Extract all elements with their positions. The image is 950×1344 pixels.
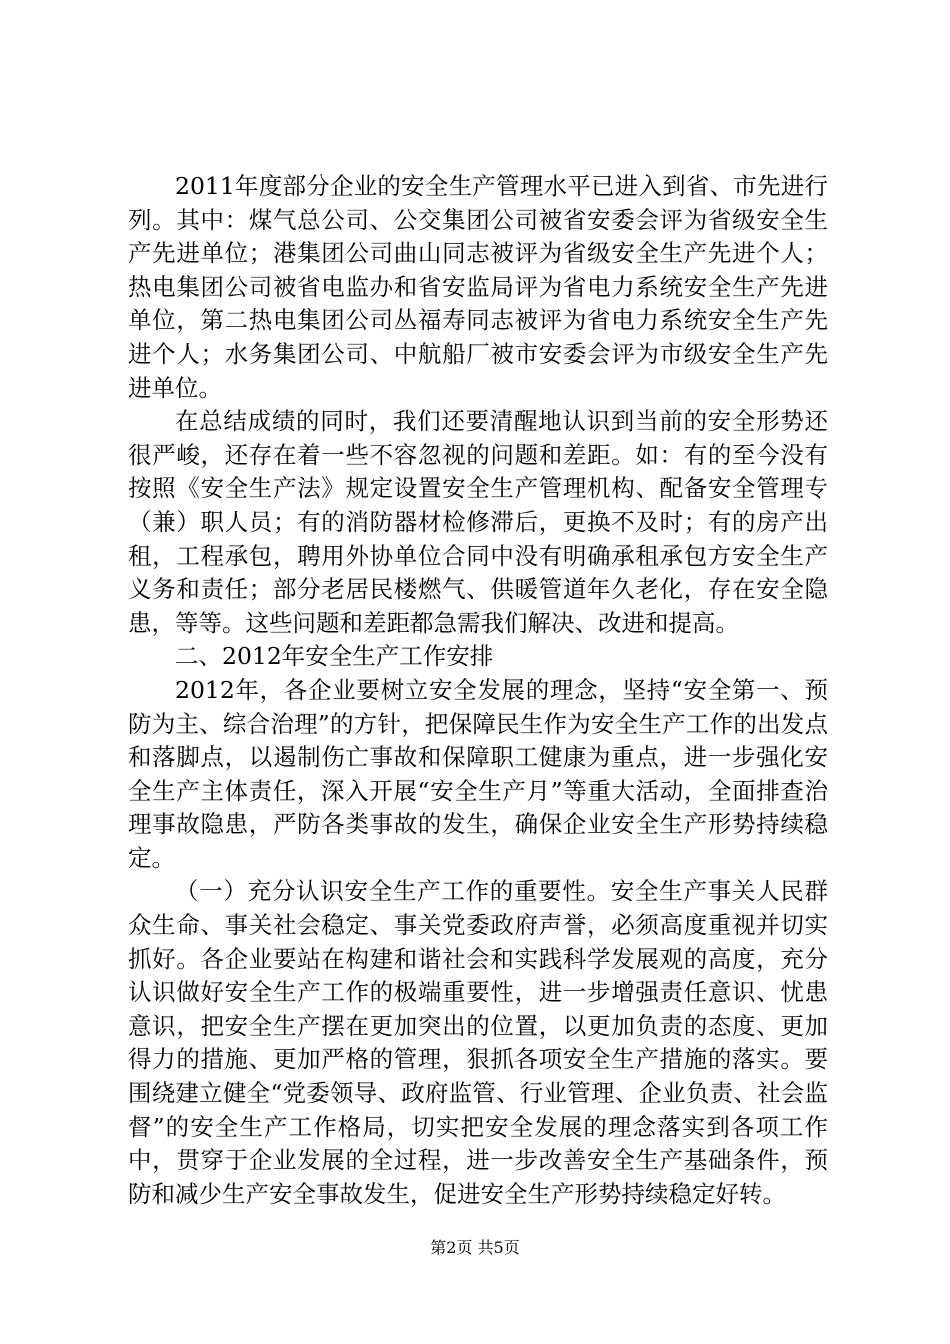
paragraph-importance: （一）充分认识安全生产工作的重要性。安全生产事关人民群众生命、事关社会稳定、事关党委政府声誉，必须高度重视并切实抓好。各企业要站在构建和谐社会和实践科学发展观的高度，充分认识做好安全生产工作的极端重要性，进一步增强责任意识、忧患意识，把安全生产摆在更加突出的位置，以更加负责的态度、更加得力的措施、更加严格的管理，狠抓各项安全生产措施的落实。要围绕建立健全“党委领导、政府监管、行业管理、企业负责、社会监督”的安全生产工作格局，切实把安全发展的理念落实到各项工作中，贯穿于企业发展的全过程，进一步改善安全生产基础条件，预防和减少生产安全事故发生，促进安全生产形势持续稳定好转。	[128, 877, 828, 1208]
paragraph-2012-plan: 2012年，各企业要树立安全发展的理念，坚持“安全第一、预防为主、综合治理”的方针，把保障民生作为安全生产工作的出发点和落脚点，以遏制伤亡事故和保障职工健康为重点，进一步强化安全生产主体责任，深入开展“安全生产月”等重大活动，全面排查治理事故隐患，严防各类事故的发生，确保企业安全生产形势持续稳定。	[128, 675, 828, 872]
page-number-footer: 第2页 共5页	[430, 1238, 520, 1257]
paragraph-problems: 在总结成绩的同时，我们还要清醒地认识到当前的安全形势还很严峻，还存在着一些不容忽视的问题和差距。如：有的至今没有按照《安全生产法》规定设置安全生产管理机构、配备安全管理专（兼）职人员；有的消防器材检修滞后，更换不及时；有的房产出租，工程承包，聘用外协单位合同中没有明确承租承包方安全生产义务和责任；部分老居民楼燃气、供暖管道年久老化，存在安全隐患，等等。这些问题和差距都急需我们解决、改进和提高。	[128, 407, 828, 637]
document-body	[128, 170, 828, 1211]
paragraph-achievements: 2011年度部分企业的安全生产管理水平已进入到省、市先进行列。其中：煤气总公司、公交集团公司被省安委会评为省级安全生产先进单位；港集团公司曲山同志被评为省级安全生产先进个人；热电集团公司被省电监办和省安监局评为省电力系统安全生产先进单位，第二热电集团公司丛福寿同志被评为省电力系统安全生产先进个人；水务集团公司、中航船厂被市安委会评为市级安全生产先进单位。	[128, 172, 828, 402]
section-heading: 二、2012年安全生产工作安排	[175, 642, 494, 671]
